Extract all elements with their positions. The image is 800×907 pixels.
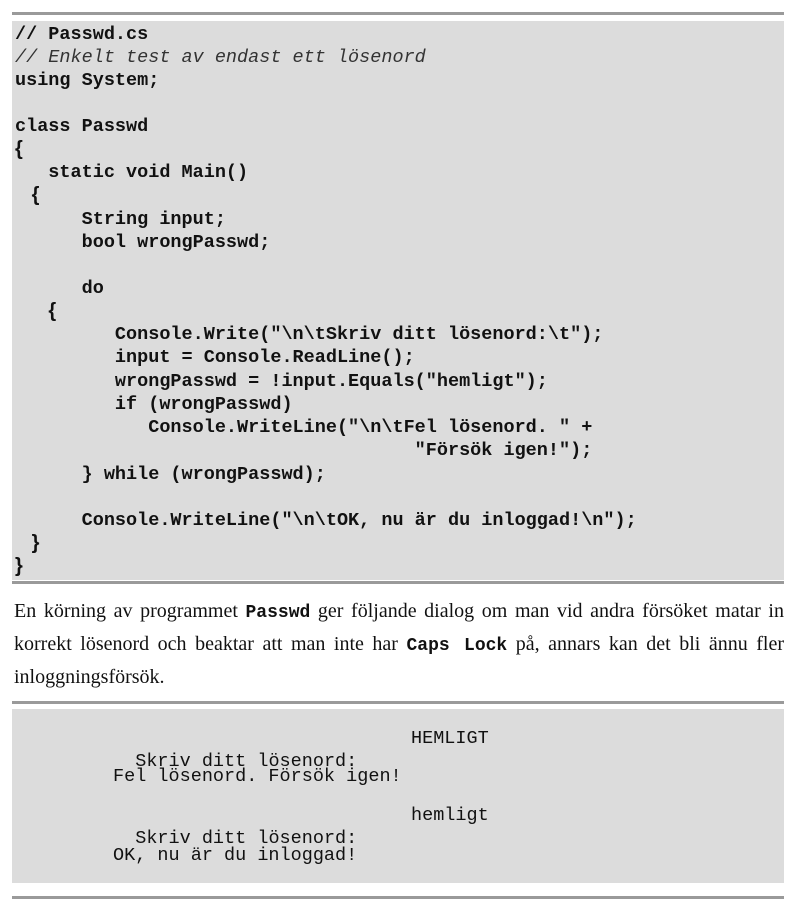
code-line-3: using System; (15, 70, 160, 91)
code-line-13: { (15, 300, 57, 322)
code-line-8: { (15, 184, 40, 206)
output-success: OK, nu är du inloggad! (113, 845, 358, 866)
code-line-6: { (15, 138, 23, 160)
code-line-22: Console.WriteLine("\n\tOK, nu är du inloggad!\n"); (15, 510, 637, 531)
code-line-10: bool wrongPasswd; (15, 232, 271, 253)
output-bottom-rule (12, 896, 784, 899)
output-error: Fel lösenord. Försök igen! (113, 766, 402, 787)
output-top-rule (12, 701, 784, 704)
caps-lock-key: Caps Lock (406, 636, 508, 656)
code-line-15: input = Console.ReadLine(); (15, 347, 415, 368)
code-line-1: // Passwd.cs (15, 24, 149, 45)
code-line-17: if (wrongPasswd) (15, 394, 293, 415)
top-rule (12, 12, 784, 15)
code-line-14: Console.Write("\n\tSkriv ditt lösenord:\t"); (15, 324, 604, 345)
output-value-1: HEMLIGT (411, 728, 489, 749)
code-listing (12, 21, 784, 580)
code-line-23: } (15, 532, 40, 554)
prose-part-3: på, annars kan det bli ännu fler inloggningsförsök. (14, 633, 785, 688)
code-line-20: } while (wrongPasswd); (15, 464, 326, 485)
prose-part-2: ger följande dialog om man vid andra försöket matar in korrekt lösenord och beaktar att man inte har (14, 600, 784, 655)
code-line-9: String input; (15, 209, 226, 230)
code-bottom-rule (12, 581, 784, 584)
code-line-12: do (15, 278, 104, 299)
prompt-1-text: Skriv ditt lösenord: (135, 751, 358, 772)
program-name: Passwd (245, 603, 311, 623)
prompt-2-text: Skriv ditt lösenord: (135, 828, 358, 849)
output-value-2: hemligt (411, 805, 489, 826)
code-line-16: wrongPasswd = !input.Equals("hemligt"); (15, 371, 548, 392)
code-line-7: static void Main() (15, 162, 249, 183)
code-line-18: Console.WriteLine("\n\tFel lösenord. " + (15, 417, 593, 438)
code-line-24: } (15, 555, 23, 577)
code-line-2: // Enkelt test av endast ett lösenord (15, 47, 426, 68)
prose-part-1: En körning av programmet (14, 600, 246, 622)
code-line-5: class Passwd (15, 116, 149, 137)
code-line-19: "Försök igen!"); (15, 440, 593, 461)
explanation-paragraph (14, 596, 784, 693)
